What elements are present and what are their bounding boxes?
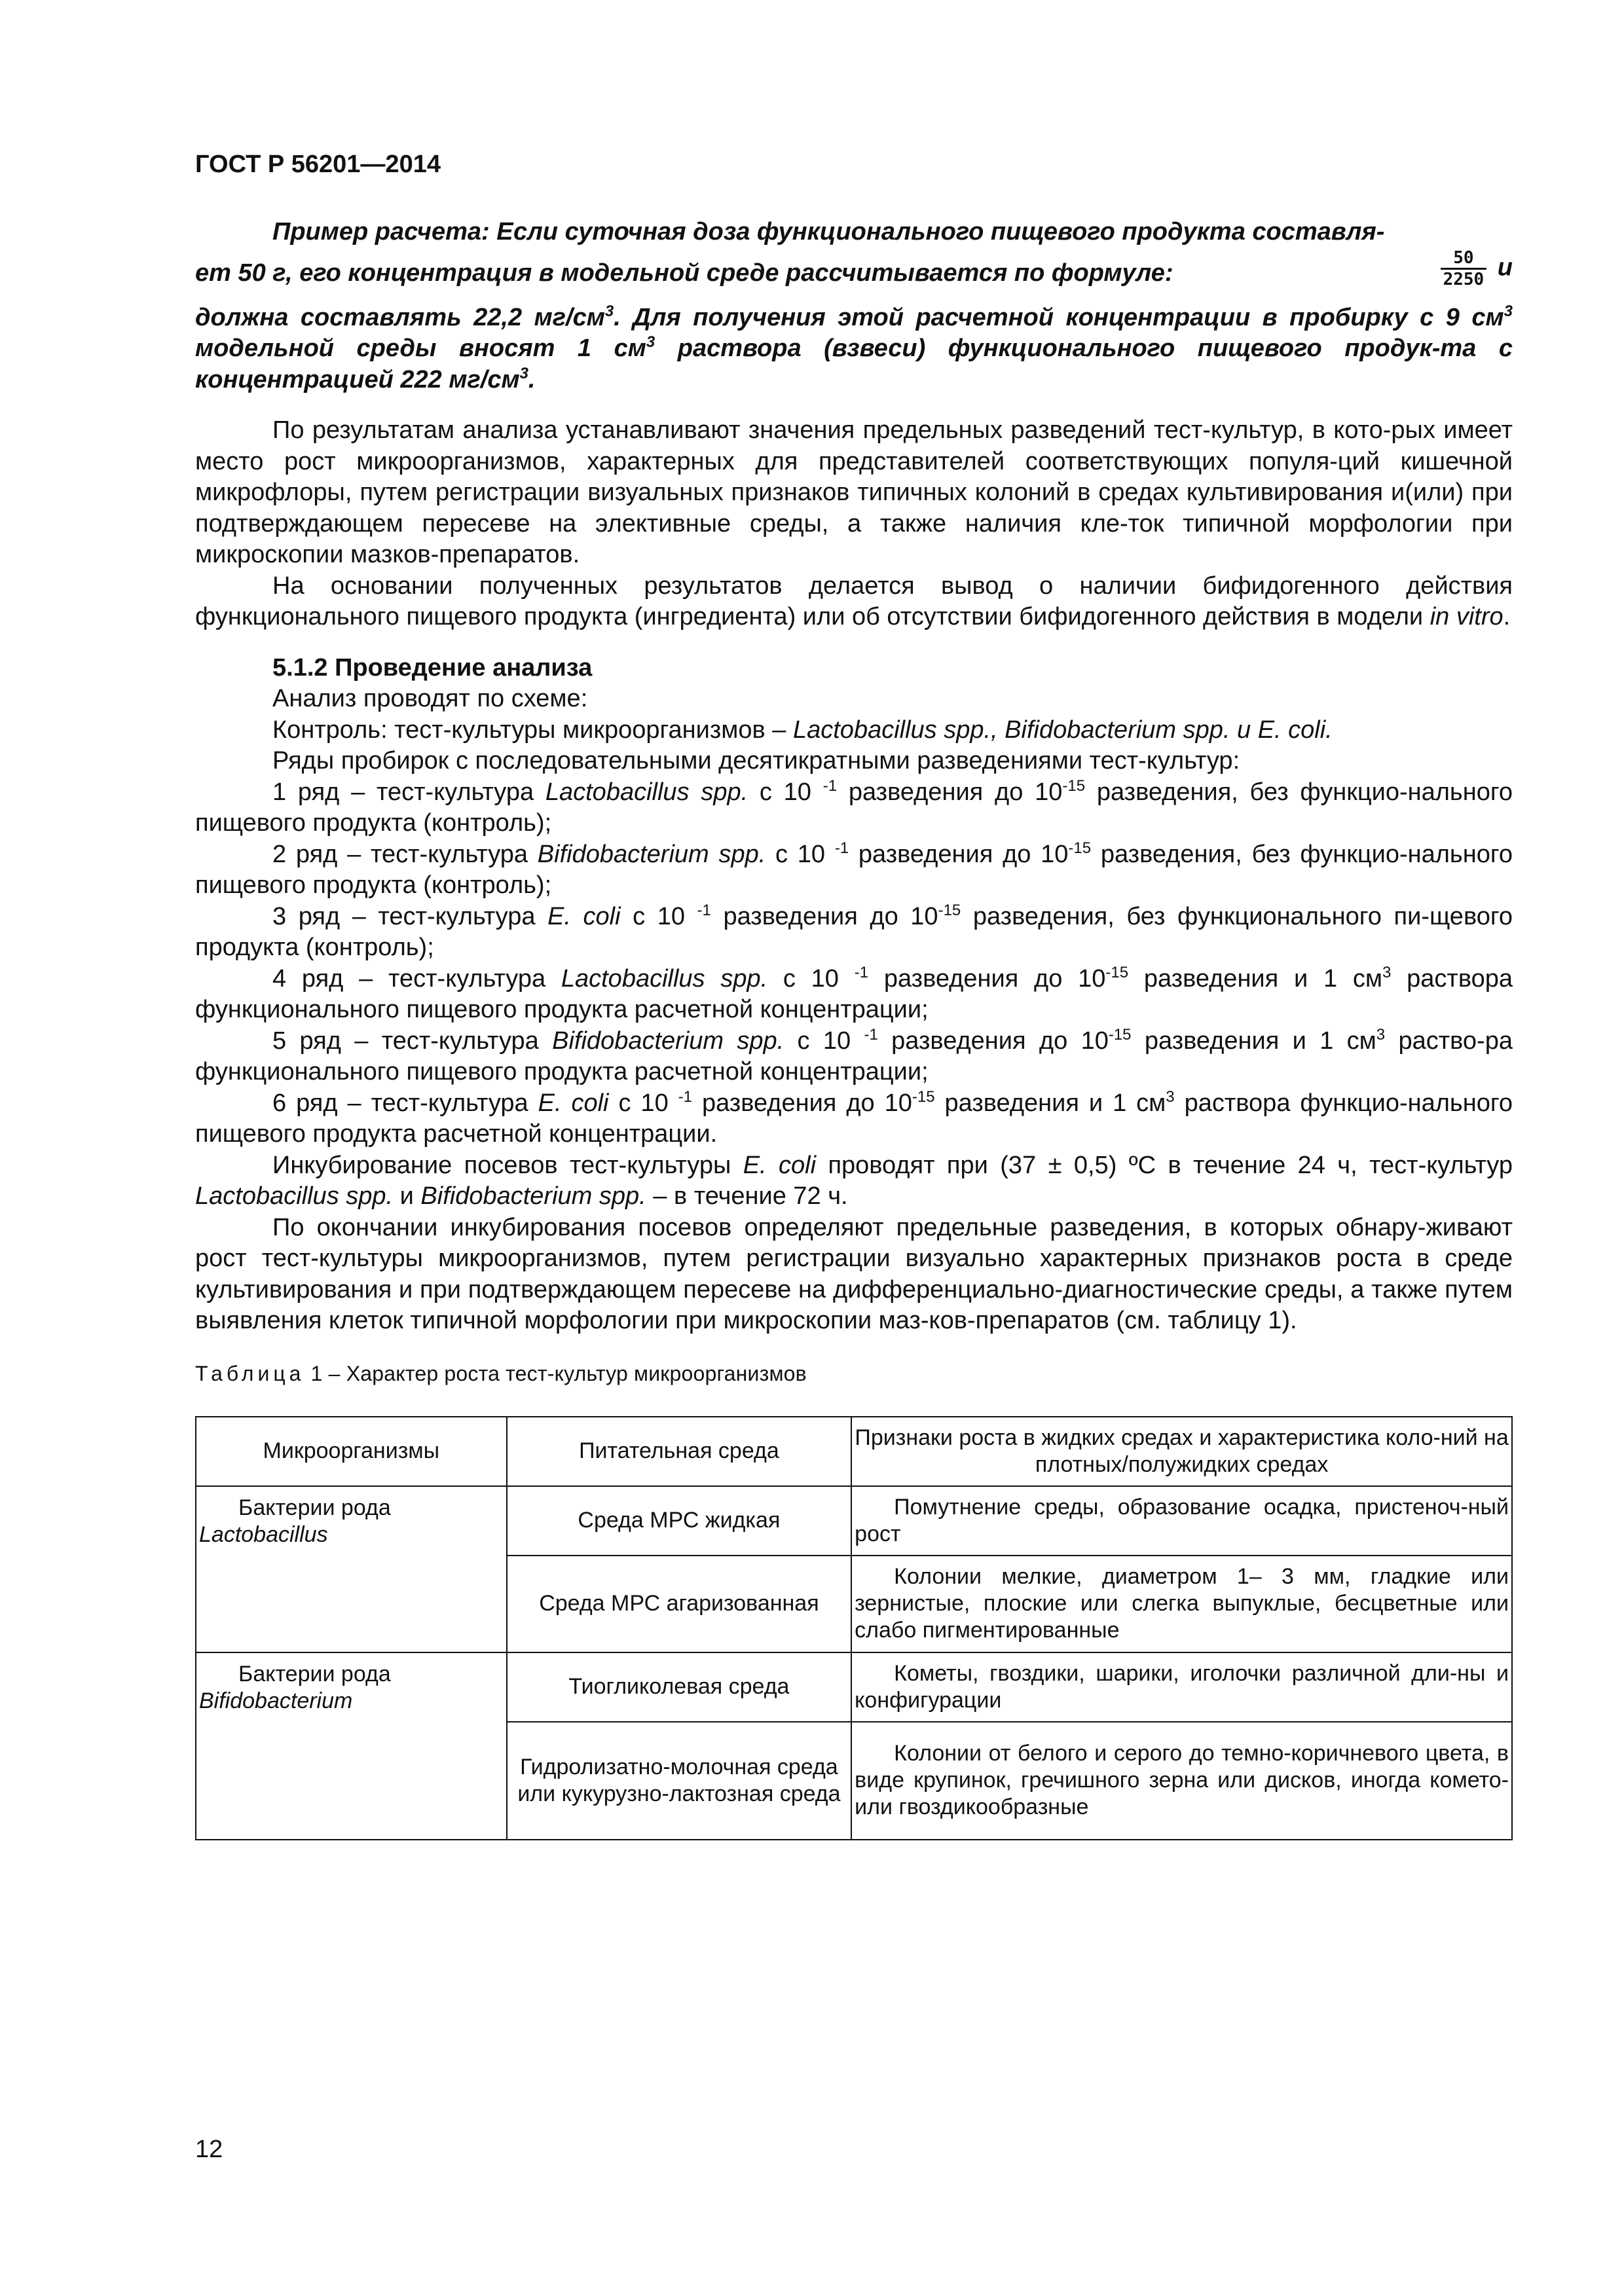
species: Bifidobacterium spp. <box>420 1182 646 1210</box>
superscript: 3 <box>646 333 655 351</box>
page-number: 12 <box>195 2136 223 2163</box>
text: с 10 <box>748 778 823 806</box>
document-page <box>195 151 1513 1840</box>
exponent: -15 <box>1105 963 1129 981</box>
header-microorganisms: Микроорганизмы <box>196 1417 507 1486</box>
exponent: 3 <box>1166 1087 1175 1106</box>
species: Lactobacillus spp. <box>545 778 748 806</box>
example-line-3 <box>195 302 1513 396</box>
example-text: должна составлять 22,2 мг/см <box>195 303 605 331</box>
example-line-2 <box>195 248 1513 289</box>
species: Bifidobacterium spp. <box>552 1027 784 1055</box>
example-line-1: Пример расчета: Если суточная доза функционального пищевого продукта составля- <box>272 218 1385 246</box>
text: 3 ряд – тест-культура <box>272 902 548 930</box>
exponent: -15 <box>1068 839 1092 857</box>
signs-cell <box>851 1556 1512 1652</box>
exponent: -15 <box>1108 1025 1132 1044</box>
text: разведения до 10 <box>837 778 1063 806</box>
genus-label: Бактерии рода <box>238 1495 391 1520</box>
conjunction: и <box>1497 253 1513 282</box>
signs-text: Кометы, гвоздики, шарики, иголочки различной дли-ны и конфигурации <box>855 1660 1509 1713</box>
exponent: 3 <box>1376 1025 1386 1044</box>
exponent: -15 <box>912 1087 935 1106</box>
exponent: -1 <box>697 901 711 919</box>
species: E. coli <box>743 1151 817 1179</box>
species-names: Lactobacillus spp., Bifidobacterium spp. и E. coli. <box>792 716 1333 744</box>
caption-text: 1 – Характер роста тест-культур микроорганизмов <box>304 1361 807 1385</box>
final-paragraph: По окончании инкубирования посевов определяют предельные разведения, в которых обнару-живают рост тест-культуры микроорганизмов, путем регистрации визуально характерных признаков роста в среде культивирования и при подтверждающем пересеве на дифференциально-диагностические среды, а также путем выявления клеток типичной морфологии при микроскопии маз-ков-препаратов (см. таблицу 1). <box>195 1213 1513 1334</box>
microorganism-cell <box>196 1486 507 1652</box>
fraction-denominator: 2250 <box>1443 269 1485 289</box>
scheme-intro: Анализ проводят по схеме: <box>272 685 588 712</box>
fraction-numerator: 50 <box>1441 248 1487 270</box>
calculation-example <box>195 217 1513 395</box>
text: с 10 <box>767 964 855 993</box>
text: разведения, без функцио-нального пищевого продукта (контроль); <box>195 778 1513 837</box>
signs-text: Колонии мелкие, диаметром 1– 3 мм, гладкие или зернистые, плоские или слегка выпуклые, бесцветные или слабо пигментированные <box>855 1564 1509 1643</box>
text: раство-ра функционального пищевого продукта расчетной концентрации; <box>195 1027 1513 1085</box>
microorganism-cell <box>196 1652 507 1840</box>
text: 6 ряд – тест-культура <box>272 1089 538 1117</box>
genus-label: Бактерии рода <box>238 1661 391 1686</box>
table-caption <box>195 1362 1513 1386</box>
paragraph-conclusion <box>195 571 1513 633</box>
text: разведения, без функционального пи-щевого продукта (контроль); <box>195 902 1513 961</box>
text: проводят при (37 ± 0,5) ºС в течение 24 ч, тест-культур <box>816 1151 1513 1179</box>
text: разведения до 10 <box>692 1089 912 1117</box>
genus-name: Lactobacillus <box>199 1522 328 1547</box>
text: с 10 <box>608 1089 678 1117</box>
superscript: 3 <box>519 364 528 382</box>
row-6 <box>195 1088 1513 1150</box>
superscript: 3 <box>1504 302 1513 320</box>
text: разведения и 1 см <box>1131 1027 1376 1055</box>
row-4 <box>195 964 1513 1026</box>
row-2 <box>195 839 1513 902</box>
header-medium: Питательная среда <box>507 1417 852 1486</box>
formula-fraction <box>1441 248 1487 289</box>
exponent: -1 <box>854 963 869 981</box>
example-text: раствора (взвеси) функционального пищевого продук-та с концентрацией 222 мг/см <box>195 335 1513 393</box>
example-text: . <box>528 365 536 393</box>
rows-intro: Ряды пробирок с последовательными десятикратными разведениями тест-культур: <box>272 747 1240 774</box>
example-text: . Для получения этой расчетной концентрации в пробирку с 9 см <box>614 303 1504 331</box>
document-header: ГОСТ Р 56201—2014 <box>195 151 441 178</box>
text: разведения до 10 <box>868 964 1106 993</box>
exponent: -15 <box>1062 776 1086 795</box>
signs-cell <box>851 1652 1512 1722</box>
example-text: модельной среды вносят 1 см <box>195 335 646 362</box>
text: разведения и 1 см <box>934 1089 1166 1117</box>
example-line-2-text: ет 50 г, его концентрация в модельной среде рассчитывается по формуле: <box>195 259 1173 287</box>
medium-cell: Тиогликолевая среда <box>507 1652 852 1722</box>
header-signs: Признаки роста в жидких средах и характеристика коло-ний на плотных/полужидких средах <box>851 1417 1512 1486</box>
text: раствора функцио-нального пищевого продукта расчетной концентрации. <box>195 1089 1513 1148</box>
text: разведения до 10 <box>849 840 1069 868</box>
italic-term: in vitro <box>1430 603 1504 630</box>
row-1 <box>195 777 1513 839</box>
table-header-row <box>196 1417 1512 1486</box>
table-row <box>196 1652 1512 1722</box>
section-title: 5.1.2 Проведение анализа <box>272 653 593 682</box>
text: 4 ряд – тест-культура <box>272 964 561 993</box>
text: и <box>393 1182 421 1210</box>
text: 1 ряд – тест-культура <box>272 778 545 806</box>
superscript: 3 <box>604 302 614 320</box>
formula <box>1437 248 1513 289</box>
exponent: -1 <box>864 1025 878 1044</box>
caption-label: Таблица <box>195 1361 305 1385</box>
table-row <box>196 1486 1512 1556</box>
signs-text: Помутнение среды, образование осадка, пристеноч-ный рост <box>855 1494 1509 1546</box>
text: разведения до 10 <box>710 902 938 930</box>
exponent: -1 <box>834 839 849 857</box>
text: 5 ряд – тест-культура <box>272 1027 553 1055</box>
species: E. coli <box>538 1089 609 1117</box>
text: с 10 <box>620 902 697 930</box>
text: с 10 <box>784 1027 864 1055</box>
species: Lactobacillus spp. <box>561 964 768 993</box>
species: E. coli <box>547 902 621 930</box>
paragraph-text: На основании полученных результатов делается вывод о наличии бифидогенного действия функционального пищевого продукта (ингредиента) или об отсутствии бифидогенного действия в модели <box>195 572 1513 630</box>
text: Инкубирование посевов тест-культуры <box>272 1151 743 1179</box>
growth-table <box>195 1416 1513 1840</box>
signs-text: Колонии от белого и серого до темно-коричневого цвета, в виде крупинок, гречишного зерна или дисков, иногда комето- или гвоздикообразные <box>855 1741 1509 1819</box>
exponent: -15 <box>938 901 961 919</box>
paragraph-results: По результатам анализа устанавливают значения предельных разведений тест-культур, в кото-рых имеет место рост микроорганизмов, характерных для представителей соответствующих популя-ций кишечной микрофлоры, путем регистрации визуальных признаков типичных колоний в средах культивирования и(или) при подтверждающем пересеве на элективные среды, а также наличия кле-ток типичной морфологии при микроскопии мазков-препаратов. <box>195 416 1513 568</box>
text: разведения и 1 см <box>1128 964 1383 993</box>
species: Lactobacillus spp. <box>195 1182 394 1210</box>
signs-cell <box>851 1486 1512 1556</box>
text: с 10 <box>766 840 835 868</box>
exponent: 3 <box>1382 963 1392 981</box>
signs-cell <box>851 1722 1512 1840</box>
exponent: -1 <box>822 776 838 795</box>
row-5 <box>195 1026 1513 1088</box>
text: разведения, без функцио-нального пищевого продукта (контроль); <box>195 840 1513 899</box>
medium-cell: Среда МРС агаризованная <box>507 1556 852 1652</box>
paragraph-text: . <box>1503 603 1511 630</box>
genus-name: Bifidobacterium <box>199 1688 353 1713</box>
text: 2 ряд – тест-культура <box>272 840 538 868</box>
medium-cell: Гидролизатно-молочная среда или кукурузно-лактозная среда <box>507 1722 852 1840</box>
control-line <box>195 715 1513 746</box>
text: – в течение 72 ч. <box>646 1182 848 1210</box>
medium-cell: Среда МРС жидкая <box>507 1486 852 1556</box>
incubation-paragraph <box>195 1150 1513 1212</box>
row-3 <box>195 902 1513 964</box>
species: Bifidobacterium spp. <box>537 840 766 868</box>
exponent: -1 <box>678 1087 692 1106</box>
text: разведения до 10 <box>877 1027 1109 1055</box>
text: Контроль: тест-культуры микроорганизмов – <box>272 716 793 744</box>
text: раствора функционального пищевого продукта расчетной концентрации; <box>195 964 1513 1023</box>
